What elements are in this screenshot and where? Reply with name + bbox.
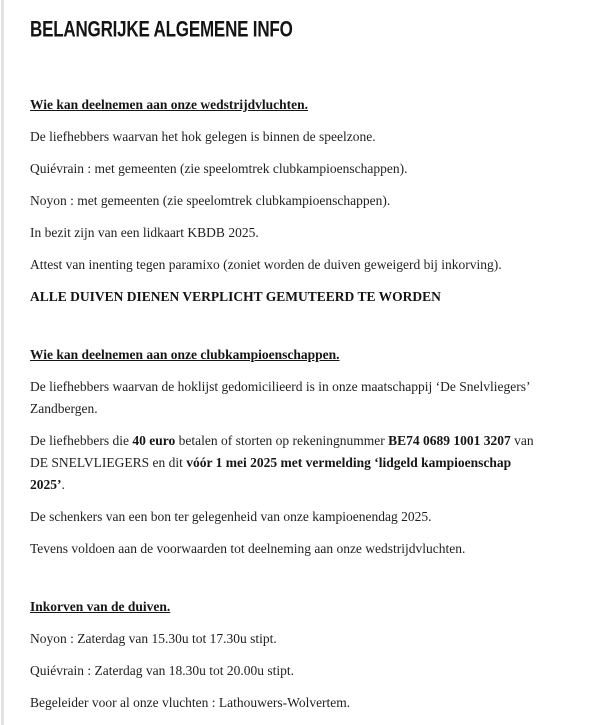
section-heading-clubkampioenschappen: Wie kan deelnemen aan onze clubkampioenschappen. <box>30 347 340 362</box>
paragraph-hoklijst <box>30 376 572 420</box>
paragraph-schenkers: De schenkers van een bon ter gelegenheid van onze kampioenendag 2025. <box>30 509 432 524</box>
paragraph-quievrain-gemeenten: Quiévrain : met gemeenten (zie speelomtrek clubkampioenschappen). <box>30 161 408 176</box>
paragraph-inkorven-noyon: Noyon : Zaterdag van 15.30u tot 17.30u stipt. <box>30 631 277 646</box>
paragraph-noyon-gemeenten: Noyon : met gemeenten (zie speelomtrek clubkampioenschappen). <box>30 193 391 208</box>
text-segment-bold: 40 euro <box>132 433 176 448</box>
text-segment: van <box>510 433 534 448</box>
text-segment: . <box>61 477 65 492</box>
paragraph-lidkaart: In bezit zijn van een lidkaart KBDB 2025. <box>30 225 259 240</box>
section-heading-inkorven: Inkorven van de duiven. <box>30 599 171 614</box>
text-segment: Zandbergen. <box>30 401 98 416</box>
paragraph-speelzone: De liefhebbers waarvan het hok gelegen is binnen de speelzone. <box>30 129 376 144</box>
text-segment: DE SNELVLIEGERS en dit <box>30 455 187 470</box>
paragraph-begeleider: Begeleider voor al onze vluchten : Lathouwers-Wolvertem. <box>30 695 351 710</box>
text-segment-bold: 2025’ <box>30 477 62 492</box>
paragraph-inkorven-quievrain: Quiévrain : Zaterdag van 18.30u tot 20.00u stipt. <box>30 663 294 678</box>
text-segment: De liefhebbers waarvan de hoklijst gedomicilieerd is in onze maatschappij ‘De Snelvliegers’ <box>30 379 531 394</box>
paragraph-voorwaarden: Tevens voldoen aan de voorwaarden tot deelneming aan onze wedstrijdvluchten. <box>30 541 466 556</box>
text-segment-bold: BE74 0689 1001 3207 <box>388 433 511 448</box>
document-title: BELANGRIJKE ALGEMENE INFO <box>30 17 293 42</box>
paragraph-lidgeld <box>30 430 572 496</box>
text-segment: De liefhebbers die <box>30 433 133 448</box>
text-segment: betalen of storten op rekeningnummer <box>175 433 389 448</box>
page-left-edge <box>1 0 4 725</box>
section-heading-wedstrijdvluchten: Wie kan deelnemen aan onze wedstrijdvluchten. <box>30 97 309 112</box>
paragraph-inenting: Attest van inenting tegen paramixo (zoniet worden de duiven geweigerd bij inkorving). <box>30 257 502 272</box>
paragraph-gemuteerd-notice: ALLE DUIVEN DIENEN VERPLICHT GEMUTEERD TE WORDEN <box>30 289 441 304</box>
text-segment-bold: vóór 1 mei 2025 met vermelding ‘lidgeld kampioenschap <box>186 455 512 470</box>
